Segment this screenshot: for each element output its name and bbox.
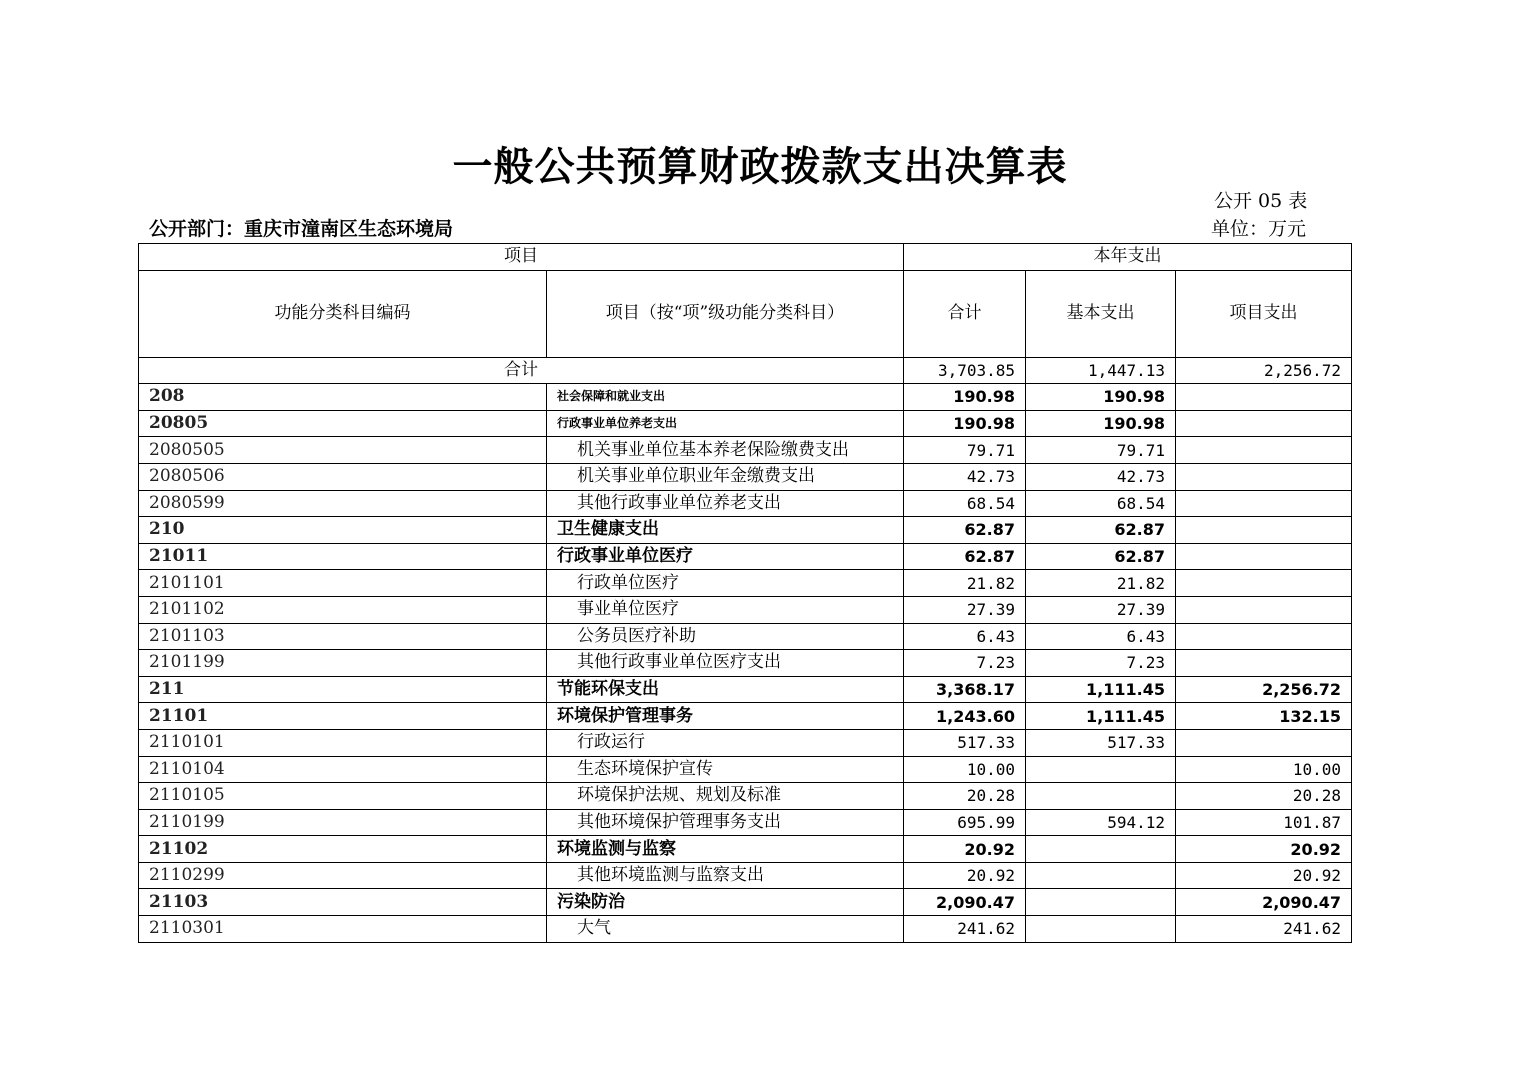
row-total: 79.71 [904, 437, 1026, 464]
row-basic: 190.98 [1026, 384, 1176, 411]
row-project: 20.28 [1176, 783, 1352, 810]
row-name: 节能环保支出 [547, 676, 904, 703]
row-code: 2101103 [139, 623, 547, 650]
row-basic: 62.87 [1026, 543, 1176, 570]
row-basic [1026, 889, 1176, 916]
row-total: 20.92 [904, 836, 1026, 863]
row-basic: 1,111.45 [1026, 703, 1176, 730]
row-total: 695.99 [904, 809, 1026, 836]
row-name: 大气 [547, 916, 904, 943]
row-project [1176, 570, 1352, 597]
row-total: 190.98 [904, 410, 1026, 437]
total-label: 合计 [139, 357, 904, 384]
row-total: 21.82 [904, 570, 1026, 597]
row-project: 2,256.72 [1176, 676, 1352, 703]
row-basic: 594.12 [1026, 809, 1176, 836]
row-project [1176, 650, 1352, 677]
row-code: 2101102 [139, 596, 547, 623]
header-total: 合计 [904, 270, 1026, 357]
row-name: 污染防治 [547, 889, 904, 916]
row-name: 行政事业单位医疗 [547, 543, 904, 570]
row-total: 241.62 [904, 916, 1026, 943]
table-row [139, 756, 1352, 783]
row-project [1176, 437, 1352, 464]
header-column-row [139, 270, 1352, 357]
table-row [139, 410, 1352, 437]
table-row [139, 490, 1352, 517]
total-row [139, 357, 1352, 384]
row-basic: 79.71 [1026, 437, 1176, 464]
row-code: 21103 [139, 889, 547, 916]
row-name: 行政运行 [547, 729, 904, 756]
row-code: 2110104 [139, 756, 547, 783]
table-row [139, 676, 1352, 703]
table-row [139, 517, 1352, 544]
row-code: 2110299 [139, 862, 547, 889]
row-total: 27.39 [904, 596, 1026, 623]
row-name: 机关事业单位职业年金缴费支出 [547, 463, 904, 490]
row-total: 20.92 [904, 862, 1026, 889]
row-basic: 21.82 [1026, 570, 1176, 597]
row-basic: 6.43 [1026, 623, 1176, 650]
row-code: 2110301 [139, 916, 547, 943]
row-total: 3,368.17 [904, 676, 1026, 703]
row-code: 2110101 [139, 729, 547, 756]
table-row [139, 809, 1352, 836]
row-basic: 42.73 [1026, 463, 1176, 490]
table-body [139, 357, 1352, 942]
row-project [1176, 543, 1352, 570]
row-total: 62.87 [904, 517, 1026, 544]
page-title: 一般公共预算财政拨款支出决算表 [452, 143, 1068, 190]
row-name: 环境保护法规、规划及标准 [547, 783, 904, 810]
header-group-row [139, 244, 1352, 271]
row-project [1176, 490, 1352, 517]
row-name: 机关事业单位基本养老保险缴费支出 [547, 437, 904, 464]
header-year-group: 本年支出 [904, 244, 1352, 271]
row-code: 2101199 [139, 650, 547, 677]
row-basic [1026, 916, 1176, 943]
total-basic: 1,447.13 [1026, 357, 1176, 384]
table-row [139, 463, 1352, 490]
table-row [139, 889, 1352, 916]
row-total: 62.87 [904, 543, 1026, 570]
row-basic [1026, 836, 1176, 863]
row-total: 20.28 [904, 783, 1026, 810]
unit-label: 单位：万元 [1211, 218, 1307, 240]
row-basic: 1,111.45 [1026, 676, 1176, 703]
row-project: 20.92 [1176, 862, 1352, 889]
row-code: 208 [139, 384, 547, 411]
row-name: 其他行政事业单位医疗支出 [547, 650, 904, 677]
row-project: 132.15 [1176, 703, 1352, 730]
row-total: 10.00 [904, 756, 1026, 783]
row-total: 7.23 [904, 650, 1026, 677]
header-item-group: 项目 [139, 244, 904, 271]
table-row [139, 543, 1352, 570]
row-basic: 62.87 [1026, 517, 1176, 544]
row-project [1176, 463, 1352, 490]
row-name: 卫生健康支出 [547, 517, 904, 544]
header-basic: 基本支出 [1026, 270, 1176, 357]
row-code: 2101101 [139, 570, 547, 597]
row-code: 20805 [139, 410, 547, 437]
row-code: 211 [139, 676, 547, 703]
row-basic: 27.39 [1026, 596, 1176, 623]
department-label: 公开部门：重庆市潼南区生态环境局 [149, 218, 454, 240]
total-project: 2,256.72 [1176, 357, 1352, 384]
header-name: 项目（按“项”级功能分类科目） [547, 270, 904, 357]
row-code: 2080506 [139, 463, 547, 490]
row-basic: 190.98 [1026, 410, 1176, 437]
row-total: 1,243.60 [904, 703, 1026, 730]
row-code: 2110105 [139, 783, 547, 810]
row-project: 10.00 [1176, 756, 1352, 783]
row-project [1176, 729, 1352, 756]
table-row [139, 729, 1352, 756]
header-project: 项目支出 [1176, 270, 1352, 357]
table-row [139, 384, 1352, 411]
table-row [139, 437, 1352, 464]
row-name: 环境监测与监察 [547, 836, 904, 863]
row-name: 生态环境保护宣传 [547, 756, 904, 783]
row-basic [1026, 862, 1176, 889]
row-basic: 517.33 [1026, 729, 1176, 756]
row-name: 其他环境监测与监察支出 [547, 862, 904, 889]
row-total: 517.33 [904, 729, 1026, 756]
row-name: 环境保护管理事务 [547, 703, 904, 730]
total-total: 3,703.85 [904, 357, 1026, 384]
row-total: 190.98 [904, 384, 1026, 411]
table-row [139, 623, 1352, 650]
row-total: 6.43 [904, 623, 1026, 650]
row-code: 210 [139, 517, 547, 544]
row-project: 2,090.47 [1176, 889, 1352, 916]
row-project: 101.87 [1176, 809, 1352, 836]
row-basic [1026, 756, 1176, 783]
row-name: 行政事业单位养老支出 [547, 410, 904, 437]
row-name: 行政单位医疗 [547, 570, 904, 597]
row-project [1176, 623, 1352, 650]
row-total: 68.54 [904, 490, 1026, 517]
row-name: 公务员医疗补助 [547, 623, 904, 650]
budget-table [138, 243, 1352, 943]
table-row [139, 570, 1352, 597]
table-row [139, 596, 1352, 623]
row-code: 21102 [139, 836, 547, 863]
row-name: 其他环境保护管理事务支出 [547, 809, 904, 836]
row-project [1176, 596, 1352, 623]
row-project [1176, 384, 1352, 411]
row-name: 其他行政事业单位养老支出 [547, 490, 904, 517]
row-project: 20.92 [1176, 836, 1352, 863]
table-row [139, 862, 1352, 889]
table-row [139, 836, 1352, 863]
row-code: 21101 [139, 703, 547, 730]
table-row [139, 916, 1352, 943]
row-total: 2,090.47 [904, 889, 1026, 916]
row-project [1176, 410, 1352, 437]
row-project: 241.62 [1176, 916, 1352, 943]
row-name: 事业单位医疗 [547, 596, 904, 623]
row-code: 2110199 [139, 809, 547, 836]
row-code: 2080505 [139, 437, 547, 464]
row-total: 42.73 [904, 463, 1026, 490]
row-basic [1026, 783, 1176, 810]
row-code: 21011 [139, 543, 547, 570]
row-name: 社会保障和就业支出 [547, 384, 904, 411]
row-basic: 7.23 [1026, 650, 1176, 677]
row-code: 2080599 [139, 490, 547, 517]
row-basic: 68.54 [1026, 490, 1176, 517]
row-project [1176, 517, 1352, 544]
header-code: 功能分类科目编码 [139, 270, 547, 357]
table-row [139, 783, 1352, 810]
table-row [139, 650, 1352, 677]
form-number: 公开 05 表 [1214, 190, 1308, 212]
table-row [139, 703, 1352, 730]
